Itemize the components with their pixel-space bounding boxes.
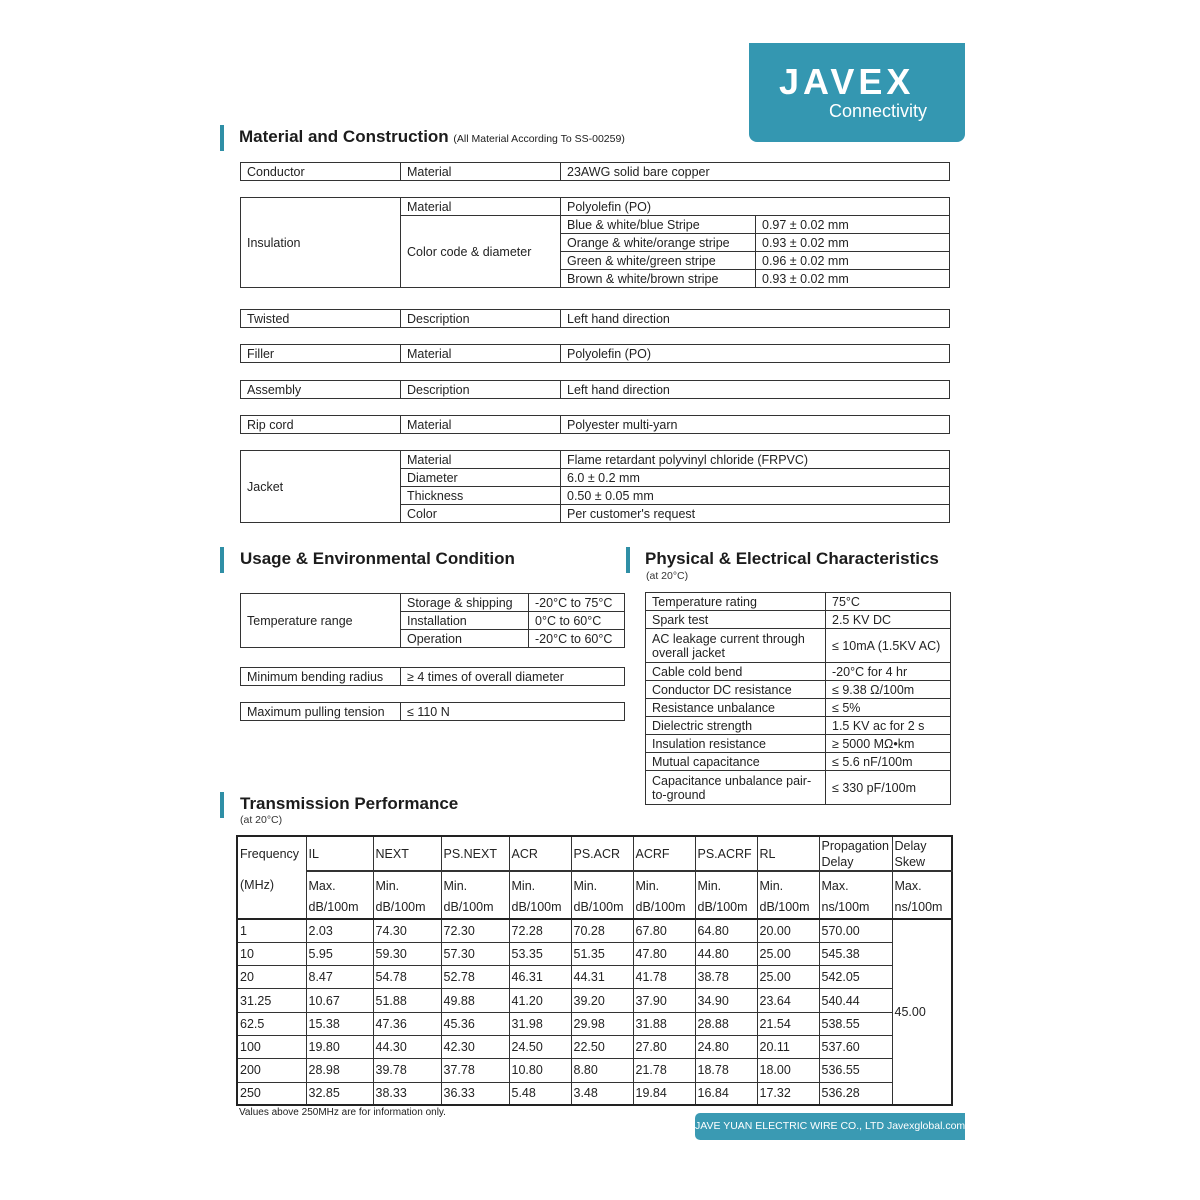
cell: 8.80 — [571, 1059, 633, 1082]
cell: 39.78 — [373, 1059, 441, 1082]
cell: Dielectric strength — [646, 717, 826, 735]
cell: Left hand direction — [561, 310, 950, 328]
cell — [695, 871, 757, 919]
table-row — [646, 771, 951, 805]
table-row — [237, 1082, 952, 1105]
cell: 31.25 — [237, 989, 306, 1012]
cell: (MHz) — [237, 871, 306, 919]
cell: 44.31 — [571, 966, 633, 989]
cell: 6.0 ± 0.2 mm — [561, 469, 950, 487]
cell: Rip cord — [241, 416, 401, 434]
cell: 19.84 — [633, 1082, 695, 1105]
cell: Maximum pulling tension — [241, 703, 401, 721]
cell: ≤ 9.38 Ω/100m — [826, 681, 951, 699]
table-row — [646, 629, 951, 663]
cell: Conductor — [241, 163, 401, 181]
cell: Installation — [401, 612, 529, 630]
limit-label: Max. — [821, 879, 849, 893]
limit-label: Min. — [443, 879, 468, 893]
section-title-transmission: Transmission Performance — [240, 794, 459, 813]
cell: 200 — [237, 1059, 306, 1082]
cell: 41.78 — [633, 966, 695, 989]
cell: ≤ 5% — [826, 699, 951, 717]
cell: 15.38 — [306, 1012, 373, 1035]
cell: 1 — [237, 919, 306, 942]
cell: 10.67 — [306, 989, 373, 1012]
cell: 28.98 — [306, 1059, 373, 1082]
cell: Color code & diameter — [401, 216, 561, 288]
cell: -20°C to 60°C — [529, 630, 625, 648]
table-row — [237, 1059, 952, 1082]
unit-label: ns/100m — [894, 900, 943, 914]
cell: 67.80 — [633, 919, 695, 942]
physical-table — [645, 592, 951, 805]
cell: 1.5 KV ac for 2 s — [826, 717, 951, 735]
unit-label: dB/100m — [443, 900, 494, 914]
cell: Description — [401, 381, 561, 399]
cell — [306, 871, 373, 919]
cell: Operation — [401, 630, 529, 648]
cell: 545.38 — [819, 942, 892, 965]
cell: Resistance unbalance — [646, 699, 826, 717]
cell: Color — [401, 505, 561, 523]
cell: 72.30 — [441, 919, 509, 942]
limit-label: Min. — [375, 879, 400, 893]
cell: ACR — [509, 836, 571, 871]
table-row — [646, 681, 951, 699]
cell: 72.28 — [509, 919, 571, 942]
cell — [509, 871, 571, 919]
section-accent — [220, 125, 224, 151]
cell: Material — [401, 163, 561, 181]
cell: 10.80 — [509, 1059, 571, 1082]
cell: 10 — [237, 942, 306, 965]
cell: Frequency — [237, 836, 306, 871]
cell: 0°C to 60°C — [529, 612, 625, 630]
cell: 19.80 — [306, 1035, 373, 1058]
cell: ≥ 4 times of overall diameter — [401, 668, 625, 686]
cell: 38.78 — [695, 966, 757, 989]
cell: 37.78 — [441, 1059, 509, 1082]
cell: ≤ 110 N — [401, 703, 625, 721]
cell: 37.90 — [633, 989, 695, 1012]
cell: 75°C — [826, 593, 951, 611]
cell: 17.32 — [757, 1082, 819, 1105]
unit-label: ns/100m — [821, 900, 870, 914]
cell: 536.28 — [819, 1082, 892, 1105]
cell: Green & white/green stripe — [561, 252, 756, 270]
cell: Polyolefin (PO) — [561, 345, 950, 363]
jacket-table — [240, 450, 950, 523]
unit-label: dB/100m — [308, 900, 359, 914]
cell: 44.30 — [373, 1035, 441, 1058]
cell: NEXT — [373, 836, 441, 871]
cell: Material — [401, 451, 561, 469]
cell: 0.93 ± 0.02 mm — [756, 234, 950, 252]
limit-label: Min. — [573, 879, 598, 893]
cell: 54.78 — [373, 966, 441, 989]
cell: Material — [401, 416, 561, 434]
cell: 27.80 — [633, 1035, 695, 1058]
cell: 21.54 — [757, 1012, 819, 1035]
limit-label: Min. — [759, 879, 784, 893]
cell: PS.ACR — [571, 836, 633, 871]
cell: 2.03 — [306, 919, 373, 942]
filler-table — [240, 344, 950, 363]
table-row — [237, 966, 952, 989]
cell: RL — [757, 836, 819, 871]
cell: 0.97 ± 0.02 mm — [756, 216, 950, 234]
cell: 3.48 — [571, 1082, 633, 1105]
cell — [757, 871, 819, 919]
cell: 45.00 — [892, 919, 952, 1105]
cell: 52.78 — [441, 966, 509, 989]
limit-label: Max. — [308, 879, 336, 893]
table-row — [237, 1035, 952, 1058]
ripcord-table — [240, 415, 950, 434]
cell: 25.00 — [757, 966, 819, 989]
section-accent — [220, 792, 224, 818]
section-title-usage: Usage & Environmental Condition — [240, 549, 515, 568]
bending-table — [240, 667, 625, 686]
cell: Orange & white/orange stripe — [561, 234, 756, 252]
cell: 570.00 — [819, 919, 892, 942]
cell: Storage & shipping — [401, 594, 529, 612]
cell: Minimum bending radius — [241, 668, 401, 686]
physical-subtitle: (at 20°C) — [646, 570, 689, 582]
section-accent — [220, 547, 224, 573]
cell: 5.95 — [306, 942, 373, 965]
limit-label: Min. — [511, 879, 536, 893]
table-row — [237, 1012, 952, 1035]
cell: 21.78 — [633, 1059, 695, 1082]
cell: Temperature range — [241, 594, 401, 648]
cell: Filler — [241, 345, 401, 363]
table-row — [237, 919, 952, 942]
cell: 5.48 — [509, 1082, 571, 1105]
transmission-subtitle: (at 20°C) — [240, 814, 283, 826]
cell: Insulation resistance — [646, 735, 826, 753]
cell: 100 — [237, 1035, 306, 1058]
cell: 46.31 — [509, 966, 571, 989]
cell: 23.64 — [757, 989, 819, 1012]
footnote: Values above 250MHz are for information only. — [239, 1107, 446, 1118]
cell: Capacitance unbalance pair-to-ground — [646, 771, 826, 805]
limit-label: Min. — [697, 879, 722, 893]
cell: Material — [401, 198, 561, 216]
twisted-table — [240, 309, 950, 328]
cell: IL — [306, 836, 373, 871]
cell: 31.98 — [509, 1012, 571, 1035]
table-row — [646, 753, 951, 771]
cell: 32.85 — [306, 1082, 373, 1105]
cell: Spark test — [646, 611, 826, 629]
cell: Insulation — [241, 198, 401, 288]
cell: 45.36 — [441, 1012, 509, 1035]
javex-logo — [749, 43, 965, 142]
cell: 62.5 — [237, 1012, 306, 1035]
cell: ≤ 5.6 nF/100m — [826, 753, 951, 771]
cell: Jacket — [241, 451, 401, 523]
cell — [633, 871, 695, 919]
pulling-table — [240, 702, 625, 721]
table-row — [646, 717, 951, 735]
cell — [892, 871, 952, 919]
cell: Temperature rating — [646, 593, 826, 611]
cell: Assembly — [241, 381, 401, 399]
cell: 20 — [237, 966, 306, 989]
cell: Brown & white/brown stripe — [561, 270, 756, 288]
cell: 29.98 — [571, 1012, 633, 1035]
table-row — [646, 611, 951, 629]
cell: 540.44 — [819, 989, 892, 1012]
table-row — [646, 593, 951, 611]
transmission-table — [236, 835, 953, 1106]
cell: ≥ 5000 MΩ•km — [826, 735, 951, 753]
cell: 64.80 — [695, 919, 757, 942]
cell: 28.88 — [695, 1012, 757, 1035]
section-title-material: Material and Construction (All Material According To SS-00259) — [239, 127, 625, 146]
cell: 31.88 — [633, 1012, 695, 1035]
cell: Propagation Delay — [819, 836, 892, 871]
cell: -20°C for 4 hr — [826, 663, 951, 681]
table-row — [646, 699, 951, 717]
cell — [819, 871, 892, 919]
cell: 2.5 KV DC — [826, 611, 951, 629]
cell: Thickness — [401, 487, 561, 505]
cell: Polyolefin (PO) — [561, 198, 950, 216]
cell: Polyester multi-yarn — [561, 416, 950, 434]
cell: Mutual capacitance — [646, 753, 826, 771]
cell — [441, 871, 509, 919]
cell: Diameter — [401, 469, 561, 487]
section-title-physical: Physical & Electrical Characteristics — [645, 549, 939, 568]
cell: 25.00 — [757, 942, 819, 965]
cell: Twisted — [241, 310, 401, 328]
logo-tagline: Connectivity — [829, 101, 928, 121]
cell: 20.11 — [757, 1035, 819, 1058]
table-row — [237, 989, 952, 1012]
temperature-table — [240, 593, 625, 648]
cell: 57.30 — [441, 942, 509, 965]
assembly-table — [240, 380, 950, 399]
cell: 538.55 — [819, 1012, 892, 1035]
table-row — [646, 663, 951, 681]
cell: Per customer's request — [561, 505, 950, 523]
unit-label: dB/100m — [511, 900, 562, 914]
limit-label: Min. — [635, 879, 660, 893]
cell: 47.36 — [373, 1012, 441, 1035]
unit-label: dB/100m — [697, 900, 748, 914]
cell: Conductor DC resistance — [646, 681, 826, 699]
cell: 0.93 ± 0.02 mm — [756, 270, 950, 288]
cell: 22.50 — [571, 1035, 633, 1058]
cell: 537.60 — [819, 1035, 892, 1058]
cell: 42.30 — [441, 1035, 509, 1058]
unit-label: dB/100m — [375, 900, 426, 914]
cell: 70.28 — [571, 919, 633, 942]
cell: 51.35 — [571, 942, 633, 965]
insulation-table — [240, 197, 950, 288]
cell: 18.78 — [695, 1059, 757, 1082]
cell: 23AWG solid bare copper — [561, 163, 950, 181]
footer-badge: JAVE YUAN ELECTRIC WIRE CO., LTD Javexglobal.com — [695, 1113, 965, 1140]
conductor-table — [240, 162, 950, 181]
cell: 59.30 — [373, 942, 441, 965]
cell: ACRF — [633, 836, 695, 871]
cell: PS.ACRF — [695, 836, 757, 871]
limit-label: Max. — [894, 879, 922, 893]
cell: 536.55 — [819, 1059, 892, 1082]
section-accent — [626, 547, 630, 573]
cell: 36.33 — [441, 1082, 509, 1105]
cell: 38.33 — [373, 1082, 441, 1105]
logo-brand: JAVEX — [779, 61, 915, 102]
unit-label: dB/100m — [759, 900, 810, 914]
cell: PS.NEXT — [441, 836, 509, 871]
cell: ≤ 330 pF/100m — [826, 771, 951, 805]
cell: 47.80 — [633, 942, 695, 965]
cell: ≤ 10mA (1.5KV AC) — [826, 629, 951, 663]
cell: 51.88 — [373, 989, 441, 1012]
unit-label: dB/100m — [573, 900, 624, 914]
cell: 250 — [237, 1082, 306, 1105]
cell: 20.00 — [757, 919, 819, 942]
cell: 34.90 — [695, 989, 757, 1012]
table-row — [237, 942, 952, 965]
cell: 44.80 — [695, 942, 757, 965]
cell: Flame retardant polyvinyl chloride (FRPVC) — [561, 451, 950, 469]
cell: Material — [401, 345, 561, 363]
cell: AC leakage current through overall jacket — [646, 629, 826, 663]
cell: 24.80 — [695, 1035, 757, 1058]
cell: 74.30 — [373, 919, 441, 942]
cell: -20°C to 75°C — [529, 594, 625, 612]
cell: Delay Skew — [892, 836, 952, 871]
table-row — [646, 735, 951, 753]
cell: Cable cold bend — [646, 663, 826, 681]
cell: 542.05 — [819, 966, 892, 989]
cell: Blue & white/blue Stripe — [561, 216, 756, 234]
cell: 18.00 — [757, 1059, 819, 1082]
cell: 53.35 — [509, 942, 571, 965]
cell: Left hand direction — [561, 381, 950, 399]
cell: 41.20 — [509, 989, 571, 1012]
cell: Description — [401, 310, 561, 328]
cell: 8.47 — [306, 966, 373, 989]
cell: 39.20 — [571, 989, 633, 1012]
cell: 0.50 ± 0.05 mm — [561, 487, 950, 505]
unit-label: dB/100m — [635, 900, 686, 914]
cell — [571, 871, 633, 919]
cell: 24.50 — [509, 1035, 571, 1058]
cell: 49.88 — [441, 989, 509, 1012]
cell — [373, 871, 441, 919]
cell: 16.84 — [695, 1082, 757, 1105]
cell: 0.96 ± 0.02 mm — [756, 252, 950, 270]
